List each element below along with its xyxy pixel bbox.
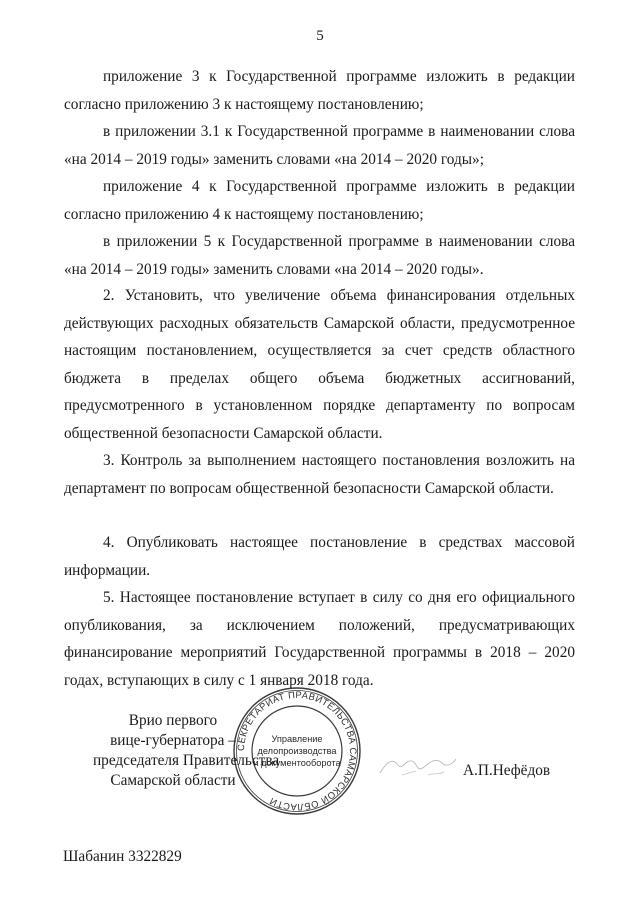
stamp-line-1: Управление bbox=[271, 734, 323, 744]
signatory-title-line-2: вице-губернатора – bbox=[110, 732, 236, 749]
stamp-line-3: и документооборота bbox=[253, 758, 341, 768]
signatory-title-line-1: Врио первого bbox=[128, 712, 218, 729]
paragraph-item-2: 2. Установить, что увеличение объема финансирования отдельных действующих расходных обязательств Самарской области, предусмотренное настоящим постановлением, осуществляется за счет средств областного бюджета в пределах общего объема бюджетных ассигнований, предусмотренного в установленном порядке департаменту по вопросам общественной безопасности Самарской области. bbox=[64, 287, 575, 442]
signer-name: А.П.Нефёдов bbox=[463, 762, 551, 779]
signatory-title bbox=[93, 711, 280, 791]
paragraph-appendix-3: приложение 3 к Государственной программе изложить в редакции согласно приложению 3 к настоящему постановлению; bbox=[64, 68, 575, 113]
executor-info: Шабанин 3322829 bbox=[63, 848, 182, 865]
paragraph-appendix-4: приложение 4 к Государственной программе изложить в редакции согласно приложению 4 к настоящему постановлению; bbox=[64, 178, 575, 223]
paragraph-item-3: 3. Контроль за выполнением настоящего постановления возложить на департамент по вопросам общественной безопасности Самарской области. bbox=[64, 452, 575, 497]
paragraph-appendix-5: в приложении 5 к Государственной программе в наименовании слова «на 2014 – 2019 годы» заменить словами «на 2014 – 2020 годы». bbox=[64, 233, 575, 278]
paragraph-appendix-3-1: в приложении 3.1 к Государственной программе в наименовании слова «на 2014 – 2019 годы» заменить словами «на 2014 – 2020 годы»; bbox=[64, 123, 575, 168]
signatory-title-line-3: председателя Правительства bbox=[93, 752, 280, 769]
stamp-line-2: делопроизводства bbox=[257, 746, 337, 756]
page-number: 5 bbox=[316, 28, 324, 44]
paragraph-item-4: 4. Опубликовать настоящее постановление в средствах массовой информации. bbox=[64, 534, 575, 579]
stamp-ring-text: СЕКРЕТАРИАТ ПРАВИТЕЛЬСТВА САМАРСКОЙ ОБЛАСТИ bbox=[234, 688, 360, 814]
handwritten-signature bbox=[372, 745, 462, 785]
paragraph-item-5: 5. Настоящее постановление вступает в силу со дня его официального опубликования, за исключением положений, предусматривающих финансирование мероприятий Государственной программы в 2018 – 2020 годах, вступающих в силу с 1 января 2018 года. bbox=[64, 589, 575, 689]
signatory-title-line-4: Самарской области bbox=[110, 772, 236, 789]
